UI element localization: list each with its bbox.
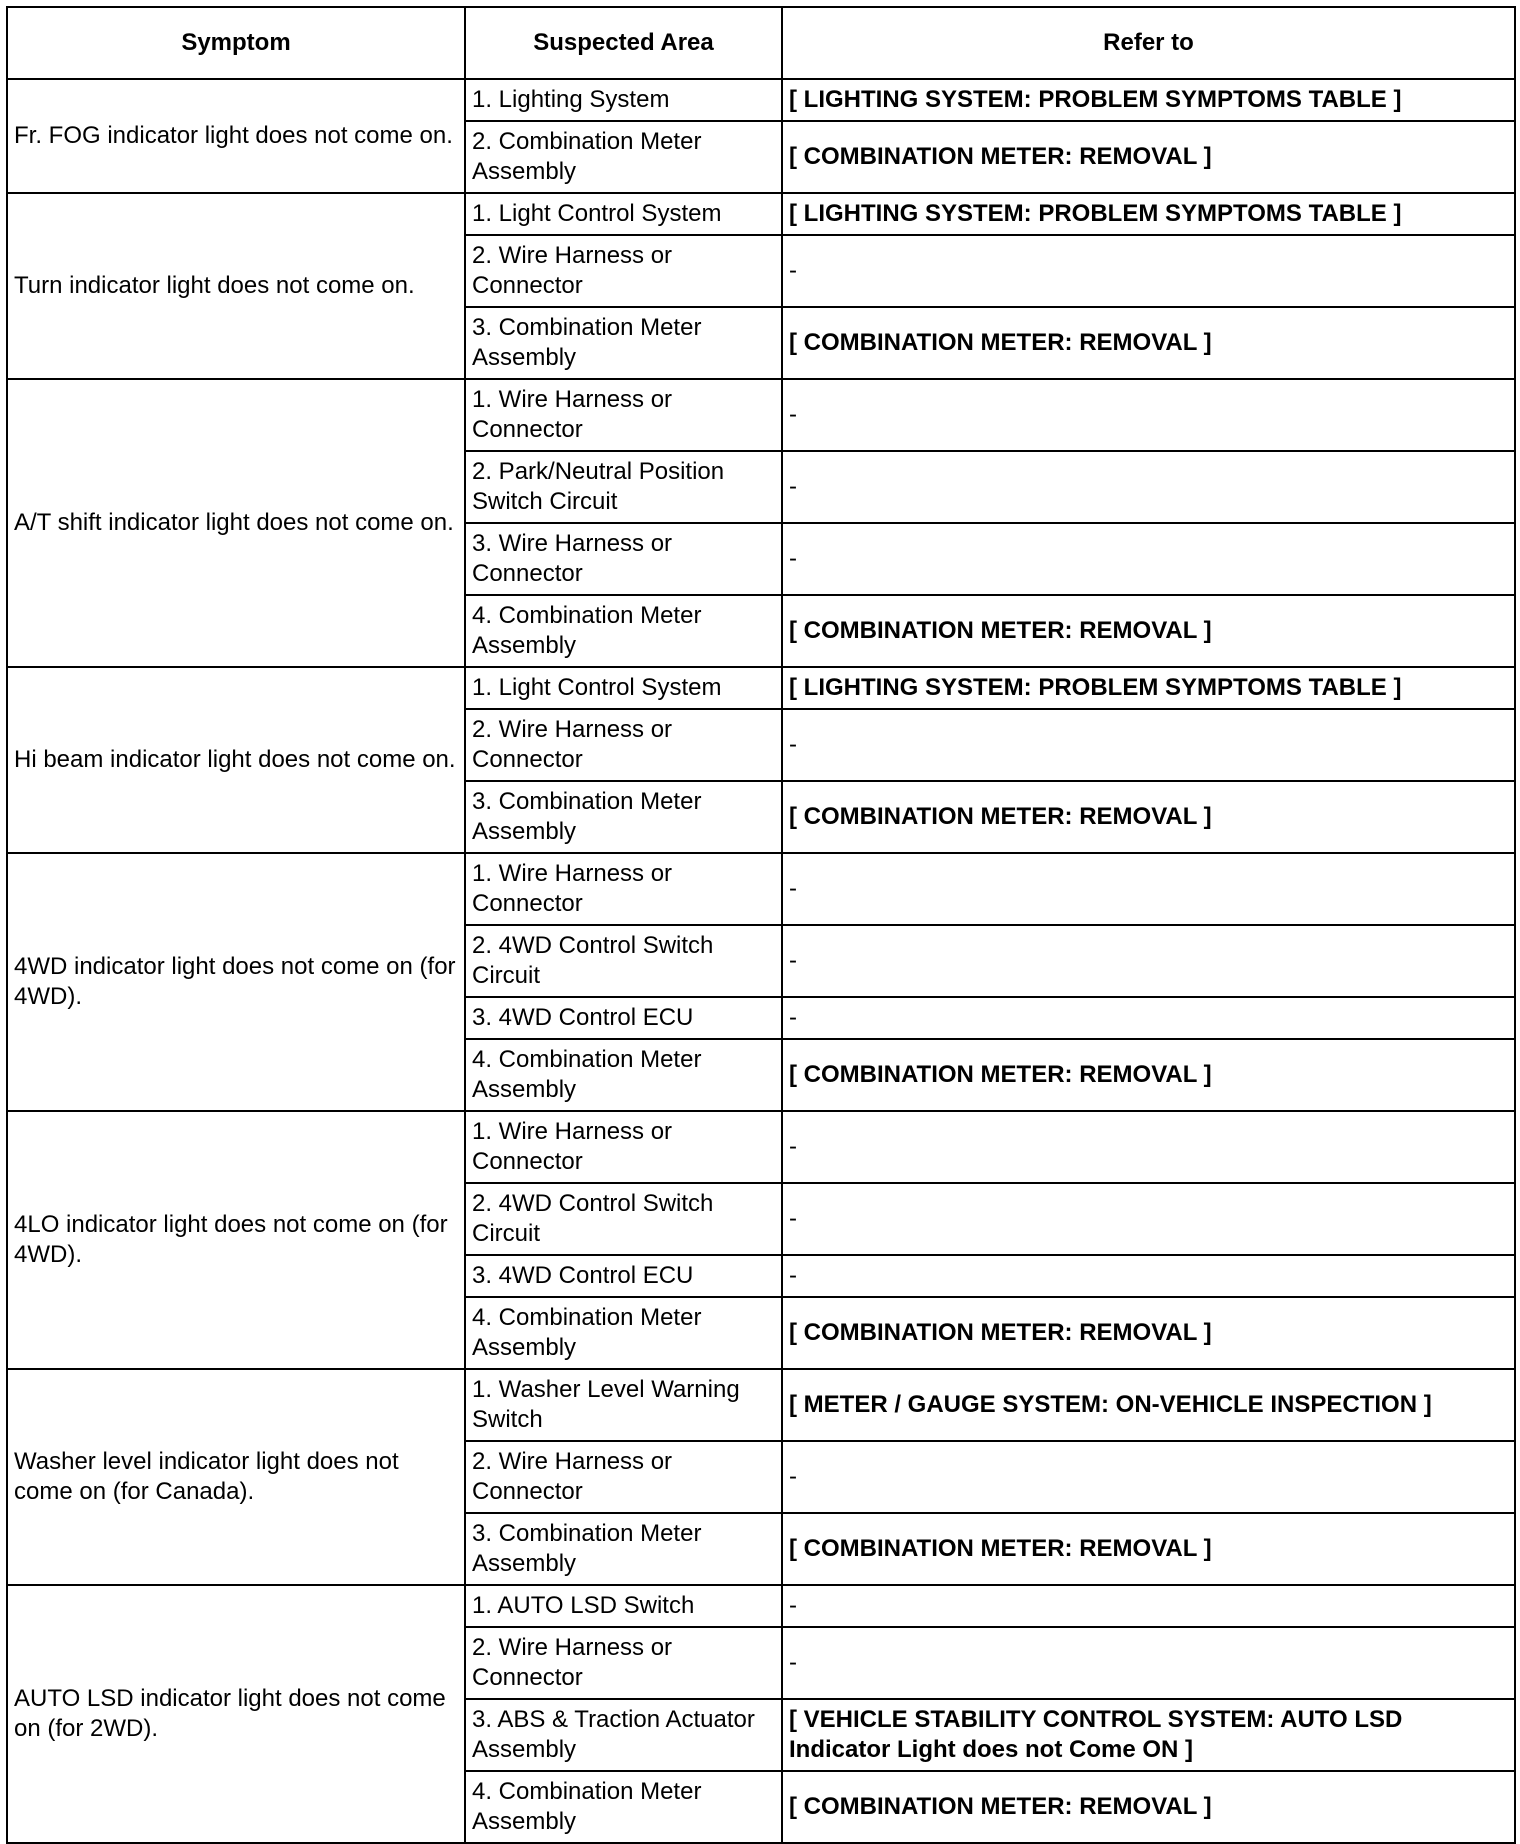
suspected-area-cell: 4. Combination Meter Assembly [465, 595, 782, 667]
refer-to-link[interactable]: [ COMBINATION METER: REMOVAL ] [782, 1039, 1515, 1111]
refer-to-cell: - [782, 853, 1515, 925]
suspected-area-cell: 3. Combination Meter Assembly [465, 781, 782, 853]
refer-to-cell: - [782, 709, 1515, 781]
refer-to-cell: - [782, 1627, 1515, 1699]
suspected-area-cell: 2. Combination Meter Assembly [465, 121, 782, 193]
suspected-area-cell: 2. Wire Harness or Connector [465, 709, 782, 781]
suspected-area-cell: 3. ABS & Traction Actuator Assembly [465, 1699, 782, 1771]
table-row [7, 853, 1515, 925]
header-symptom: Symptom [7, 7, 465, 79]
suspected-area-cell: 1. Wire Harness or Connector [465, 1111, 782, 1183]
suspected-area-cell: 3. 4WD Control ECU [465, 997, 782, 1039]
suspected-area-cell: 3. Wire Harness or Connector [465, 523, 782, 595]
refer-to-link[interactable]: [ COMBINATION METER: REMOVAL ] [782, 121, 1515, 193]
suspected-area-cell: 1. Wire Harness or Connector [465, 853, 782, 925]
suspected-area-cell: 3. Combination Meter Assembly [465, 1513, 782, 1585]
symptom-cell: A/T shift indicator light does not come on. [7, 379, 465, 667]
refer-to-link[interactable]: [ METER / GAUGE SYSTEM: ON-VEHICLE INSPECTION ] [782, 1369, 1515, 1441]
refer-to-link[interactable]: [ COMBINATION METER: REMOVAL ] [782, 595, 1515, 667]
suspected-area-cell: 2. 4WD Control Switch Circuit [465, 1183, 782, 1255]
header-row [7, 7, 1515, 79]
table-row [7, 79, 1515, 121]
suspected-area-cell: 1. Light Control System [465, 667, 782, 709]
refer-to-link[interactable]: [ LIGHTING SYSTEM: PROBLEM SYMPTOMS TABLE ] [782, 667, 1515, 709]
refer-to-link[interactable]: [ COMBINATION METER: REMOVAL ] [782, 781, 1515, 853]
refer-to-link[interactable]: [ LIGHTING SYSTEM: PROBLEM SYMPTOMS TABLE ] [782, 79, 1515, 121]
refer-to-link[interactable]: [ COMBINATION METER: REMOVAL ] [782, 1297, 1515, 1369]
refer-to-cell: - [782, 925, 1515, 997]
table-row [7, 1111, 1515, 1183]
suspected-area-cell: 2. Wire Harness or Connector [465, 235, 782, 307]
table-row [7, 1585, 1515, 1627]
symptom-cell: Fr. FOG indicator light does not come on. [7, 79, 465, 193]
suspected-area-cell: 1. Wire Harness or Connector [465, 379, 782, 451]
table-row [7, 1369, 1515, 1441]
suspected-area-cell: 1. Washer Level Warning Switch [465, 1369, 782, 1441]
refer-to-link[interactable]: [ COMBINATION METER: REMOVAL ] [782, 307, 1515, 379]
symptom-cell: Turn indicator light does not come on. [7, 193, 465, 379]
refer-to-cell: - [782, 1585, 1515, 1627]
table-body [7, 79, 1515, 1843]
refer-to-link[interactable]: [ VEHICLE STABILITY CONTROL SYSTEM: AUTO LSD Indicator Light does not Come ON ] [782, 1699, 1515, 1771]
refer-to-cell: - [782, 997, 1515, 1039]
suspected-area-cell: 2. 4WD Control Switch Circuit [465, 925, 782, 997]
suspected-area-cell: 1. AUTO LSD Switch [465, 1585, 782, 1627]
refer-to-cell: - [782, 235, 1515, 307]
symptom-cell: 4WD indicator light does not come on (for 4WD). [7, 853, 465, 1111]
symptom-cell: AUTO LSD indicator light does not come on (for 2WD). [7, 1585, 465, 1843]
suspected-area-cell: 1. Lighting System [465, 79, 782, 121]
suspected-area-cell: 4. Combination Meter Assembly [465, 1297, 782, 1369]
suspected-area-cell: 2. Wire Harness or Connector [465, 1441, 782, 1513]
suspected-area-cell: 2. Wire Harness or Connector [465, 1627, 782, 1699]
suspected-area-cell: 1. Light Control System [465, 193, 782, 235]
problem-symptoms-table [6, 6, 1516, 1844]
suspected-area-cell: 3. 4WD Control ECU [465, 1255, 782, 1297]
refer-to-cell: - [782, 1255, 1515, 1297]
header-suspected-area: Suspected Area [465, 7, 782, 79]
refer-to-cell: - [782, 1111, 1515, 1183]
symptom-cell: 4LO indicator light does not come on (for 4WD). [7, 1111, 465, 1369]
refer-to-cell: - [782, 523, 1515, 595]
suspected-area-cell: 2. Park/Neutral Position Switch Circuit [465, 451, 782, 523]
symptom-cell: Washer level indicator light does not come on (for Canada). [7, 1369, 465, 1585]
suspected-area-cell: 4. Combination Meter Assembly [465, 1039, 782, 1111]
symptom-cell: Hi beam indicator light does not come on. [7, 667, 465, 853]
refer-to-link[interactable]: [ LIGHTING SYSTEM: PROBLEM SYMPTOMS TABLE ] [782, 193, 1515, 235]
header-refer-to: Refer to [782, 7, 1515, 79]
refer-to-cell: - [782, 1183, 1515, 1255]
table-row [7, 379, 1515, 451]
refer-to-link[interactable]: [ COMBINATION METER: REMOVAL ] [782, 1513, 1515, 1585]
suspected-area-cell: 4. Combination Meter Assembly [465, 1771, 782, 1843]
suspected-area-cell: 3. Combination Meter Assembly [465, 307, 782, 379]
refer-to-cell: - [782, 1441, 1515, 1513]
table-row [7, 193, 1515, 235]
refer-to-link[interactable]: [ COMBINATION METER: REMOVAL ] [782, 1771, 1515, 1843]
refer-to-cell: - [782, 379, 1515, 451]
table-row [7, 667, 1515, 709]
refer-to-cell: - [782, 451, 1515, 523]
